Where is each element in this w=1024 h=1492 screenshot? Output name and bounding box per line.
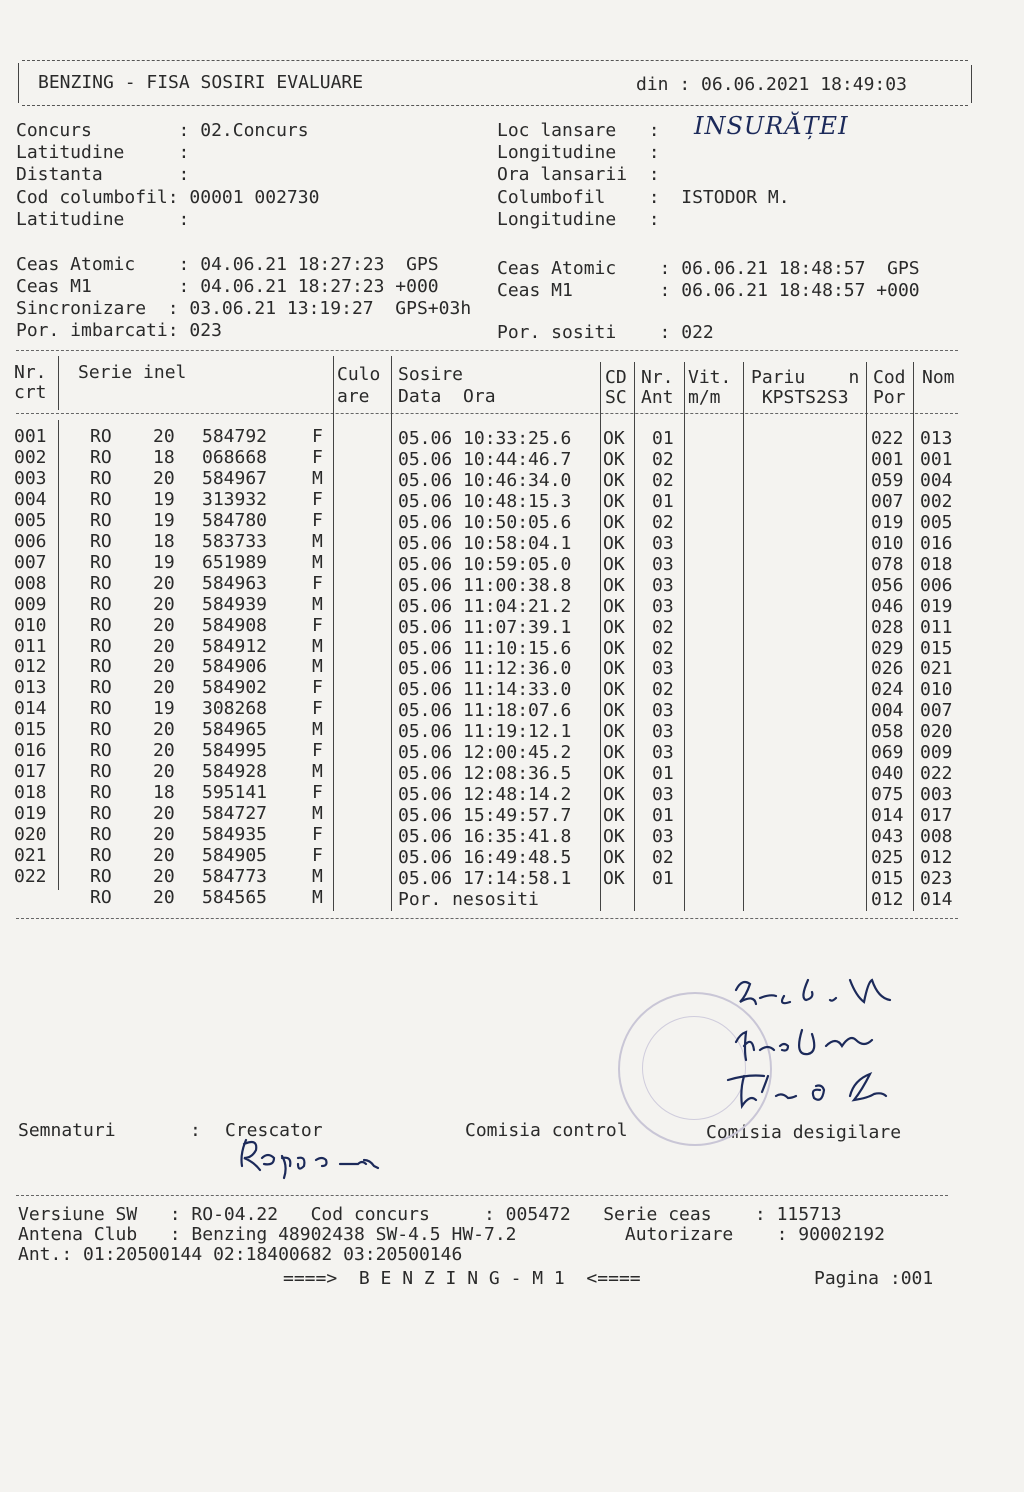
col-header-ant: Nr. <box>641 367 674 388</box>
cell-nr: 012 <box>14 656 47 678</box>
cell-country: RO <box>90 719 112 741</box>
cell-country: RO <box>90 446 112 468</box>
cell-sex: M <box>312 656 323 678</box>
cell-nr: 011 <box>14 635 47 657</box>
clock-right-line: Por. sositi : 022 <box>497 322 714 343</box>
cell-cod: 007 <box>871 490 904 512</box>
cell-country: RO <box>90 886 112 908</box>
cell-cod: 010 <box>871 532 904 554</box>
cell-nom: 010 <box>920 679 953 701</box>
cell-cd: OK <box>603 742 625 764</box>
cell-cd: OK <box>603 490 625 512</box>
footer-rule <box>16 1195 948 1196</box>
cell-ring: 584565 <box>202 886 268 908</box>
cell-arrival: 05.06 16:49:48.5 <box>398 847 572 868</box>
cell-sex: F <box>312 614 323 636</box>
cell-country: RO <box>90 635 112 657</box>
info-right-line: Longitudine : <box>497 142 660 163</box>
cell-ant: 01 <box>652 805 674 827</box>
cell-arrival: 05.06 11:00:38.8 <box>398 574 572 596</box>
cell-arrival: 05.06 12:48:14.2 <box>398 784 572 806</box>
cell-ant: 02 <box>652 511 674 533</box>
cell-nr: 017 <box>14 761 47 783</box>
cell-cd: OK <box>603 532 625 554</box>
cell-year: 20 <box>153 572 175 594</box>
cell-country: RO <box>90 426 112 447</box>
cell-nom: 019 <box>920 595 953 617</box>
info-right-line: Longitudine : <box>497 209 660 230</box>
col-header-cd-sub: SC <box>605 387 627 408</box>
cell-sex: M <box>312 635 323 657</box>
col-header-sosire-sub: Data Ora <box>398 386 496 407</box>
cell-cod: 040 <box>871 763 904 785</box>
cell-ant: 03 <box>652 700 674 722</box>
cell-ant: 02 <box>652 679 674 701</box>
cell-cd: OK <box>603 511 625 533</box>
cell-ant: 03 <box>652 595 674 617</box>
cell-ring: 584780 <box>202 509 268 531</box>
col-header-nom: Nom <box>922 367 955 388</box>
cell-cd: OK <box>603 469 625 491</box>
cell-year: 19 <box>153 698 175 720</box>
clock-right-line: Ceas Atomic : 06.06.21 18:48:57 GPS <box>497 258 920 279</box>
cell-cod: 028 <box>871 616 904 638</box>
cell-arrival: 05.06 11:18:07.6 <box>398 700 572 722</box>
cell-cod: 004 <box>871 700 904 722</box>
cell-nr: 013 <box>14 677 47 699</box>
cell-sex: F <box>312 782 323 804</box>
cell-country: RO <box>90 803 112 825</box>
cell-ring: 584935 <box>202 824 268 846</box>
cell-cod: 056 <box>871 574 904 596</box>
cell-sex: M <box>312 530 323 552</box>
cell-ant: 01 <box>652 867 674 889</box>
cell-ring: 584902 <box>202 677 268 699</box>
cell-year: 18 <box>153 446 175 468</box>
cell-nr: 001 <box>14 426 47 447</box>
cell-nom: 004 <box>920 469 953 491</box>
cell-cd: OK <box>603 721 625 743</box>
info-right-line: Loc lansare : <box>497 120 660 141</box>
cell-arrival: 05.06 10:58:04.1 <box>398 532 572 554</box>
cell-year: 20 <box>153 886 175 908</box>
cell-year: 20 <box>153 614 175 636</box>
clock-left-line: Ceas M1 : 04.06.21 18:27:23 +000 <box>16 276 439 297</box>
cell-nom: 011 <box>920 616 953 638</box>
cell-country: RO <box>90 614 112 636</box>
cell-ring: 584792 <box>202 426 268 447</box>
cell-nom: 015 <box>920 637 953 659</box>
cell-sex: F <box>312 845 323 866</box>
cell-ant: 02 <box>652 637 674 659</box>
cell-ring: 584908 <box>202 614 268 636</box>
cell-cd: OK <box>603 784 625 806</box>
cell-cod: 014 <box>871 805 904 827</box>
cell-nr: 004 <box>14 488 47 510</box>
cell-arrival: 05.06 11:07:39.1 <box>398 616 572 638</box>
clock-left-line: Por. imbarcati: 023 <box>16 320 222 341</box>
cell-nom: 023 <box>920 867 953 889</box>
cell-cod: 024 <box>871 679 904 701</box>
cell-cod: 046 <box>871 595 904 617</box>
footer-banner: ====> B E N Z I N G - M 1 <==== <box>283 1268 641 1289</box>
cell-cod: 078 <box>871 553 904 575</box>
cell-country: RO <box>90 865 112 887</box>
clock-left-line: Sincronizare : 03.06.21 13:19:27 GPS+03h <box>16 298 472 319</box>
cell-year: 18 <box>153 782 175 804</box>
cell-nr: 007 <box>14 551 47 573</box>
cell-nom: 009 <box>920 742 953 764</box>
cell-ring: 584906 <box>202 656 268 678</box>
cell-nom: 014 <box>920 888 953 910</box>
clock-left-line: Ceas Atomic : 04.06.21 18:27:23 GPS <box>16 254 439 275</box>
cell-nom: 001 <box>920 448 953 470</box>
cell-ant: 02 <box>652 616 674 638</box>
cell-nr: 018 <box>14 782 47 804</box>
cell-year: 20 <box>153 865 175 887</box>
cell-nom: 013 <box>920 428 953 449</box>
col-header-culo: Culo <box>337 364 381 385</box>
cell-cod: 069 <box>871 742 904 764</box>
cell-nom: 002 <box>920 490 953 512</box>
cell-nr: 002 <box>14 446 47 468</box>
info-left-line: Cod columbofil: 00001 002730 <box>16 187 320 208</box>
cell-ring: 584928 <box>202 761 268 783</box>
cell-arrival: 05.06 12:08:36.5 <box>398 763 572 785</box>
cell-country: RO <box>90 572 112 594</box>
cell-ant: 01 <box>652 490 674 512</box>
crescator-label: Crescator <box>225 1120 323 1141</box>
cell-sex: M <box>312 803 323 825</box>
cell-arrival: 05.06 10:46:34.0 <box>398 469 572 491</box>
cell-cd: OK <box>603 553 625 575</box>
col-header-nr-sub: crt <box>14 382 47 403</box>
cell-cd: OK <box>603 637 625 659</box>
cell-nom: 003 <box>920 784 953 806</box>
cell-year: 20 <box>153 656 175 678</box>
cell-cod: 029 <box>871 637 904 659</box>
cell-ring: 308268 <box>202 698 268 720</box>
cell-sex: F <box>312 509 323 531</box>
cell-ant: 03 <box>652 721 674 743</box>
cell-nr: 010 <box>14 614 47 636</box>
cell-sex: F <box>312 824 323 846</box>
cell-cod: 025 <box>871 847 904 868</box>
cell-year: 20 <box>153 740 175 762</box>
cell-nom: 020 <box>920 721 953 743</box>
cell-ant: 02 <box>652 469 674 491</box>
cell-sex: M <box>312 719 323 741</box>
cell-sex: F <box>312 488 323 510</box>
signature-1 <box>736 980 890 1004</box>
cell-sex: M <box>312 886 323 908</box>
footer-line: Antena Club : Benzing 48902438 SW-4.5 HW-7.2 Autorizare : 90002192 <box>18 1224 885 1245</box>
signature-crescator <box>242 1140 379 1178</box>
cell-country: RO <box>90 509 112 531</box>
cell-country: RO <box>90 467 112 489</box>
signatures-label: Semnaturi <box>18 1120 116 1141</box>
cell-cd: OK <box>603 428 625 449</box>
cell-sex: M <box>312 761 323 783</box>
cell-cod: 043 <box>871 826 904 848</box>
cell-country: RO <box>90 824 112 846</box>
cell-ant: 02 <box>652 448 674 470</box>
cell-nom: 018 <box>920 553 953 575</box>
info-left-line: Latitudine : <box>16 209 190 230</box>
cell-ant: 03 <box>652 742 674 764</box>
cell-ring: 584905 <box>202 845 268 866</box>
cell-sex: F <box>312 698 323 720</box>
cell-cd: OK <box>603 805 625 827</box>
cell-cd: OK <box>603 574 625 596</box>
cell-year: 18 <box>153 530 175 552</box>
cell-nr: 019 <box>14 803 47 825</box>
cell-cd: OK <box>603 658 625 680</box>
cell-ring: 313932 <box>202 488 268 510</box>
cell-country: RO <box>90 845 112 866</box>
cell-year: 20 <box>153 845 175 866</box>
col-header-cd: CD <box>605 367 627 388</box>
cell-cd: OK <box>603 616 625 638</box>
cell-ring: 584773 <box>202 865 268 887</box>
cell-cod: 058 <box>871 721 904 743</box>
col-header-culo-sub: are <box>337 386 370 407</box>
cell-cd: OK <box>603 448 625 470</box>
cell-nr: 005 <box>14 509 47 531</box>
cell-cod: 012 <box>871 888 904 910</box>
cell-ring: 068668 <box>202 446 268 468</box>
cell-country: RO <box>90 488 112 510</box>
cell-ant: 03 <box>652 553 674 575</box>
report-datetime: din : 06.06.2021 18:49:03 <box>636 74 907 95</box>
info-left-line: Distanta : <box>16 164 190 185</box>
col-header-pariu: Pariu n <box>751 367 860 388</box>
cell-ant: 03 <box>652 574 674 596</box>
cell-nr: 021 <box>14 845 47 866</box>
cell-arrival: 05.06 16:35:41.8 <box>398 826 572 848</box>
cell-arrival: 05.06 11:10:15.6 <box>398 637 572 659</box>
cell-ring: 651989 <box>202 551 268 573</box>
cell-ring: 584967 <box>202 467 268 489</box>
cell-arrival: Por. nesositi <box>398 888 539 910</box>
cell-ring: 583733 <box>202 530 268 552</box>
footer-line: Ant.: 01:20500144 02:18400682 03:20500146 <box>18 1244 463 1265</box>
cell-country: RO <box>90 593 112 615</box>
report-title: BENZING - FISA SOSIRI EVALUARE <box>38 72 364 93</box>
comisia-desigilare-label: Comisia desigilare <box>706 1122 902 1143</box>
cell-sex: M <box>312 865 323 887</box>
cell-nom: 012 <box>920 847 953 868</box>
cell-ring: 584995 <box>202 740 268 762</box>
col-header-sosire: Sosire <box>398 364 464 385</box>
cell-arrival: 05.06 10:50:05.6 <box>398 511 572 533</box>
cell-nr: 009 <box>14 593 47 615</box>
cell-ant: 03 <box>652 532 674 554</box>
cell-country: RO <box>90 677 112 699</box>
cell-nom: 021 <box>920 658 953 680</box>
cell-nr: 006 <box>14 530 47 552</box>
col-header-cod: Cod <box>873 367 906 388</box>
page-number: Pagina :001 <box>814 1268 934 1289</box>
col-header-serie: Serie inel <box>78 362 187 383</box>
cell-arrival: 05.06 11:04:21.2 <box>398 595 572 617</box>
cell-ring: 584727 <box>202 803 268 825</box>
cell-sex: M <box>312 551 323 573</box>
cell-year: 20 <box>153 824 175 846</box>
cell-cd: OK <box>603 826 625 848</box>
cell-country: RO <box>90 740 112 762</box>
cell-arrival: 05.06 11:12:36.0 <box>398 658 572 680</box>
cell-year: 20 <box>153 426 175 447</box>
signature-2 <box>736 1030 872 1060</box>
cell-arrival: 05.06 10:44:46.7 <box>398 448 572 470</box>
footer-line: Versiune SW : RO-04.22 Cod concurs : 005472 Serie ceas : 115713 <box>18 1204 842 1225</box>
cell-ant: 03 <box>652 826 674 848</box>
cell-ant: 01 <box>652 763 674 785</box>
cell-year: 20 <box>153 719 175 741</box>
cell-year: 20 <box>153 677 175 699</box>
cell-country: RO <box>90 698 112 720</box>
cell-nr: 008 <box>14 572 47 594</box>
cell-arrival: 05.06 12:00:45.2 <box>398 742 572 764</box>
cell-nr: 003 <box>14 467 47 489</box>
cell-nr: 020 <box>14 824 47 846</box>
cell-sex: M <box>312 593 323 615</box>
cell-nr: 014 <box>14 698 47 720</box>
cell-year: 20 <box>153 467 175 489</box>
cell-nom: 005 <box>920 511 953 533</box>
cell-year: 20 <box>153 593 175 615</box>
cell-ring: 584939 <box>202 593 268 615</box>
cell-arrival: 05.06 11:19:12.1 <box>398 721 572 743</box>
cell-nr: 016 <box>14 740 47 762</box>
cell-cod: 059 <box>871 469 904 491</box>
cell-year: 19 <box>153 509 175 531</box>
cell-cod: 001 <box>871 448 904 470</box>
col-header-ant-sub: Ant <box>641 387 674 408</box>
cell-country: RO <box>90 530 112 552</box>
cell-sex: F <box>312 677 323 699</box>
cell-cod: 015 <box>871 867 904 889</box>
cell-nom: 016 <box>920 532 953 554</box>
info-right-line: Columbofil : ISTODOR M. <box>497 187 790 208</box>
cell-nr: 015 <box>14 719 47 741</box>
cell-ring: 584912 <box>202 635 268 657</box>
cell-arrival: 05.06 10:33:25.6 <box>398 428 572 449</box>
signatures-colon: : <box>190 1120 201 1141</box>
info-right-line: Ora lansarii : <box>497 164 660 185</box>
cell-sex: F <box>312 446 323 468</box>
cell-cod: 075 <box>871 784 904 806</box>
cell-cod: 026 <box>871 658 904 680</box>
cell-arrival: 05.06 10:48:15.3 <box>398 490 572 512</box>
info-left-line: Concurs : 02.Concurs <box>16 120 309 141</box>
cell-nom: 017 <box>920 805 953 827</box>
cell-country: RO <box>90 782 112 804</box>
cell-cd: OK <box>603 763 625 785</box>
cell-ring: 595141 <box>202 782 268 804</box>
cell-year: 20 <box>153 761 175 783</box>
cell-country: RO <box>90 656 112 678</box>
signature-3 <box>728 1074 886 1106</box>
loc-lansare-handwriting: INSURĂȚEI <box>694 112 849 140</box>
cell-year: 20 <box>153 635 175 657</box>
cell-sex: M <box>312 467 323 489</box>
cell-country: RO <box>90 761 112 783</box>
col-header-vit: Vit. <box>688 367 732 388</box>
cell-cd: OK <box>603 867 625 889</box>
clock-right-line: Ceas M1 : 06.06.21 18:48:57 +000 <box>497 280 920 301</box>
cell-arrival: 05.06 10:59:05.0 <box>398 553 572 575</box>
cell-ant: 03 <box>652 658 674 680</box>
cell-sex: F <box>312 426 323 447</box>
col-header-cod-sub: Por <box>873 387 906 408</box>
cell-nom: 007 <box>920 700 953 722</box>
cell-year: 19 <box>153 488 175 510</box>
cell-year: 20 <box>153 803 175 825</box>
cell-cd: OK <box>603 679 625 701</box>
col-header-nr: Nr. <box>14 362 47 383</box>
cell-ant: 03 <box>652 784 674 806</box>
cell-ant: 02 <box>652 847 674 868</box>
cell-nom: 008 <box>920 826 953 848</box>
cell-nom: 006 <box>920 574 953 596</box>
cell-sex: F <box>312 572 323 594</box>
cell-ring: 584965 <box>202 719 268 741</box>
col-header-vit-sub: m/m <box>688 387 721 408</box>
cell-arrival: 05.06 11:14:33.0 <box>398 679 572 701</box>
cell-cod: 022 <box>871 428 904 449</box>
cell-ring: 584963 <box>202 572 268 594</box>
cell-nom: 022 <box>920 763 953 785</box>
cell-arrival: 05.06 17:14:58.1 <box>398 867 572 889</box>
cell-nr: 022 <box>14 865 47 887</box>
cell-year: 19 <box>153 551 175 573</box>
cell-cd: OK <box>603 595 625 617</box>
cell-cd: OK <box>603 700 625 722</box>
col-header-pariu-sub: KPSTS2S3 <box>751 387 849 408</box>
cell-ant: 01 <box>652 428 674 449</box>
cell-arrival: 05.06 15:49:57.7 <box>398 805 572 827</box>
cell-country: RO <box>90 551 112 573</box>
cell-cod: 019 <box>871 511 904 533</box>
info-left-line: Latitudine : <box>16 142 190 163</box>
cell-cd: OK <box>603 847 625 868</box>
comisia-control-label: Comisia control <box>465 1120 628 1141</box>
cell-sex: F <box>312 740 323 762</box>
